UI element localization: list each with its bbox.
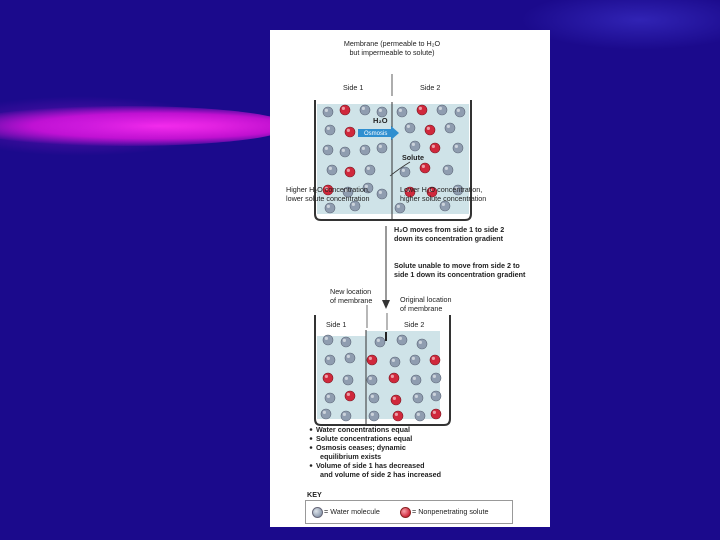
water-molecule: [415, 411, 425, 421]
molecule-highlight: [352, 203, 355, 206]
water-molecule: [390, 357, 400, 367]
solute-molecule: [323, 373, 333, 383]
osmosis-diagram: [270, 30, 550, 527]
molecule-highlight: [422, 165, 425, 168]
molecule-highlight: [371, 395, 374, 398]
water-molecule: [325, 355, 335, 365]
molecule-highlight: [342, 107, 345, 110]
water-molecule: [340, 147, 350, 157]
top-side1-label: Side 1: [343, 83, 364, 92]
molecule-highlight: [379, 191, 382, 194]
solute-molecule: [345, 391, 355, 401]
water-molecule: [377, 189, 387, 199]
bottom-side2-label: Side 2: [404, 320, 425, 329]
molecule-highlight: [447, 125, 450, 128]
molecule-highlight: [325, 375, 328, 378]
water-molecule: [321, 409, 331, 419]
water-molecule: [369, 411, 379, 421]
molecule-highlight: [427, 127, 430, 130]
molecule-highlight: [329, 167, 332, 170]
molecule-highlight: [342, 149, 345, 152]
molecule-highlight: [345, 377, 348, 380]
water-molecule: [455, 107, 465, 117]
water-molecule: [325, 203, 335, 213]
molecule-highlight: [343, 413, 346, 416]
molecule-highlight: [391, 375, 394, 378]
molecule-highlight: [327, 357, 330, 360]
water-molecule: [445, 123, 455, 133]
molecule-highlight: [412, 143, 415, 146]
new-location-label: New location of membrane: [330, 287, 373, 305]
molecule-highlight: [433, 411, 436, 414]
top-side2-label: Side 2: [420, 83, 441, 92]
molecule-highlight: [325, 337, 328, 340]
solute-molecule: [389, 373, 399, 383]
water-molecule: [365, 165, 375, 175]
molecule-highlight: [445, 167, 448, 170]
solute-molecule: [345, 167, 355, 177]
molecule-highlight: [325, 147, 328, 150]
solute-molecule: [425, 125, 435, 135]
bullet-item: Solute concentrations equal: [316, 434, 413, 443]
bullet-dot: [310, 437, 313, 440]
molecule-highlight: [413, 377, 416, 380]
water-molecule: [325, 125, 335, 135]
bullet-dot: [310, 464, 313, 467]
osmosis-label: Osmosis: [364, 131, 388, 137]
water-molecule: [411, 375, 421, 385]
water-molecule: [431, 373, 441, 383]
water-molecule: [417, 339, 427, 349]
water-molecule: [341, 411, 351, 421]
bullet-dot: [310, 446, 313, 449]
water-molecule: [369, 393, 379, 403]
water-molecule: [453, 143, 463, 153]
right-caption: Lower H₂O concentration, higher solute concentration: [400, 185, 487, 203]
water-molecule-icon: [312, 507, 323, 518]
molecule-highlight: [393, 397, 396, 400]
water-molecule: [360, 145, 370, 155]
molecule-highlight: [343, 339, 346, 342]
key-title: KEY: [307, 490, 322, 499]
molecule-highlight: [379, 145, 382, 148]
water-molecule: [323, 145, 333, 155]
key-box: [305, 500, 513, 524]
molecule-highlight: [392, 359, 395, 362]
key-water-label: = Water molecule: [324, 507, 380, 516]
molecule-highlight: [415, 395, 418, 398]
bullet-item: Volume of side 1 has decreased and volume of side 2 has increased: [316, 461, 442, 479]
molecule-highlight: [419, 107, 422, 110]
molecule-highlight: [347, 393, 350, 396]
solute-molecule: [430, 143, 440, 153]
key-solute-label: = Nonpenetrating solute: [412, 507, 489, 516]
molecule-highlight: [327, 395, 330, 398]
molecule-highlight: [371, 413, 374, 416]
molecule-highlight: [407, 125, 410, 128]
solute-molecule: [345, 127, 355, 137]
molecule-highlight: [433, 393, 436, 396]
molecule-highlight: [455, 145, 458, 148]
solute-molecule: [431, 409, 441, 419]
solute-molecule: [420, 163, 430, 173]
membrane-label: Membrane (permeable to H₂O but impermeable to solute): [343, 39, 441, 57]
molecule-highlight: [325, 109, 328, 112]
molecule-highlight: [412, 357, 415, 360]
solute-molecule: [393, 411, 403, 421]
molecule-highlight: [432, 357, 435, 360]
solute-molecule-icon: [400, 507, 411, 518]
bullet-markers: [310, 428, 313, 467]
water-molecule: [431, 391, 441, 401]
molecule-highlight: [369, 357, 372, 360]
original-location-label: Original location of membrane: [400, 295, 452, 313]
molecule-highlight: [397, 205, 400, 208]
molecule-highlight: [362, 147, 365, 150]
water-molecule: [323, 335, 333, 345]
water-molecule: [413, 393, 423, 403]
molecule-highlight: [439, 107, 442, 110]
molecule-highlight: [432, 145, 435, 148]
h2o-label: H₂O: [373, 116, 388, 125]
water-molecule: [377, 143, 387, 153]
molecule-highlight: [402, 169, 405, 172]
solute-molecule: [367, 355, 377, 365]
water-molecule: [345, 353, 355, 363]
blue-streak: [520, 0, 720, 50]
water-molecule: [343, 375, 353, 385]
magenta-streak-glow: [0, 96, 220, 156]
left-caption: Higher H₂O concentration, lower solute concentration: [286, 185, 370, 203]
water-molecule: [323, 107, 333, 117]
water-molecule: [410, 355, 420, 365]
molecule-highlight: [379, 109, 382, 112]
water-molecule: [325, 393, 335, 403]
solute-label: Solute: [402, 153, 424, 162]
transition-arrowhead: [382, 300, 390, 309]
molecule-highlight: [442, 203, 445, 206]
water-molecule: [327, 165, 337, 175]
molecule-highlight: [327, 127, 330, 130]
water-molecule: [443, 165, 453, 175]
bullet-item: Water concentrations equal: [316, 425, 410, 434]
molecule-highlight: [347, 355, 350, 358]
molecule-highlight: [419, 341, 422, 344]
molecule-highlight: [417, 413, 420, 416]
molecule-highlight: [369, 377, 372, 380]
water-molecule: [341, 337, 351, 347]
molecule-highlight: [327, 205, 330, 208]
molecule-highlight: [323, 411, 326, 414]
molecule-highlight: [399, 109, 402, 112]
solute-molecule: [340, 105, 350, 115]
water-molecule: [410, 141, 420, 151]
molecule-highlight: [395, 413, 398, 416]
molecule-highlight: [457, 109, 460, 112]
molecule-highlight: [433, 375, 436, 378]
molecule-highlight: [367, 167, 370, 170]
water-molecule: [437, 105, 447, 115]
transition-text-2: Solute unable to move from side 2 to side 1 down its concentration gradient: [394, 261, 526, 279]
solute-molecule: [430, 355, 440, 365]
water-molecule: [395, 203, 405, 213]
bullet-item: Osmosis ceases; dynamic equilibrium exists: [316, 443, 406, 461]
water-molecule: [360, 105, 370, 115]
water-molecule: [397, 335, 407, 345]
transition-text-1: H₂O moves from side 1 to side 2 down its concentration gradient: [394, 225, 505, 243]
molecule-highlight: [347, 169, 350, 172]
water-molecule: [375, 337, 385, 347]
water-molecule: [405, 123, 415, 133]
solute-molecule: [391, 395, 401, 405]
water-molecule: [367, 375, 377, 385]
molecule-highlight: [347, 129, 350, 132]
molecule-highlight: [362, 107, 365, 110]
molecule-highlight: [399, 337, 402, 340]
molecule-highlight: [377, 339, 380, 342]
solute-molecule: [417, 105, 427, 115]
water-molecule: [400, 167, 410, 177]
water-molecule: [397, 107, 407, 117]
bottom-side1-label: Side 1: [326, 320, 347, 329]
bullet-dot: [310, 428, 313, 431]
